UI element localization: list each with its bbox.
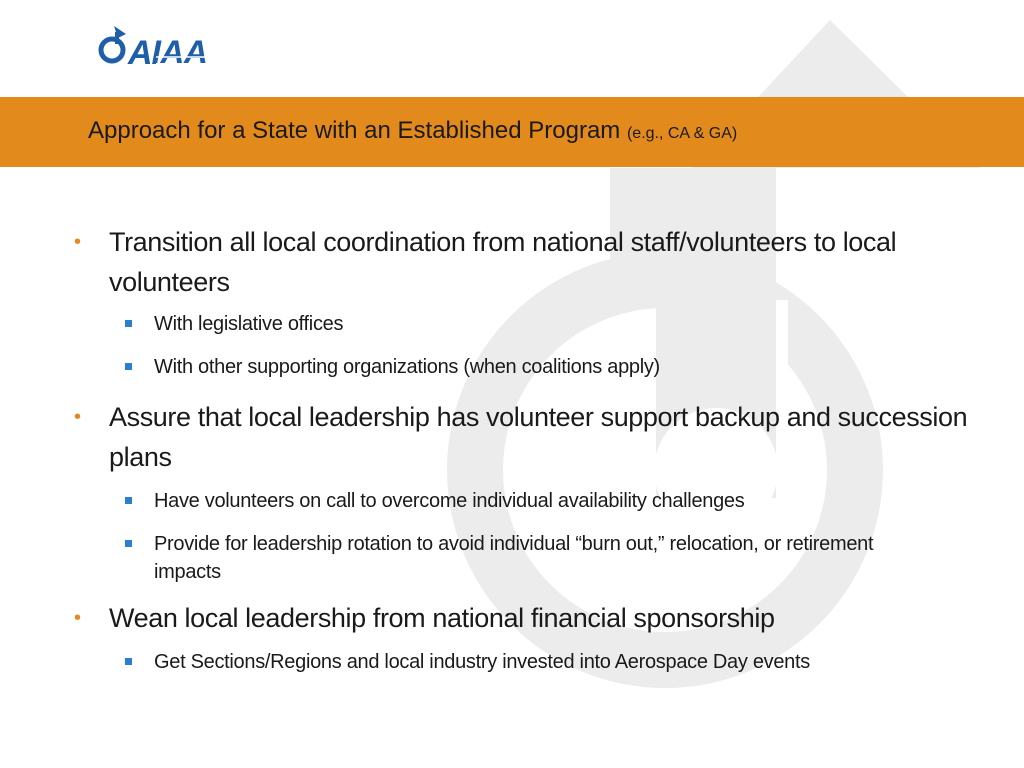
sub-bullet-text: Provide for leadership rotation to avoid individual “burn out,” relocation, or retirement impacts (154, 533, 874, 583)
bullet-item (72, 397, 972, 477)
slide-title-sub: (e.g., CA & GA) (626, 125, 738, 142)
bullet-item (72, 598, 972, 638)
sub-bullet-text: Have volunteers on call to overcome individual availability challenges (154, 490, 745, 512)
sub-bullet-text: Get Sections/Regions and local industry invested into Aerospace Day events (154, 651, 810, 673)
bullet-text: Wean local leadership from national financial sponsorship (109, 603, 775, 633)
sub-bullet-item (72, 530, 934, 586)
square-bullet-icon (125, 497, 132, 504)
sub-bullet-item (72, 648, 972, 676)
sub-bullet-text: With other supporting organizations (when coalitions apply) (154, 356, 660, 378)
square-bullet-icon (125, 540, 132, 547)
bullet-dot-icon: • (74, 607, 81, 629)
title-bar (0, 97, 1024, 167)
sub-bullet-item (72, 310, 972, 338)
bullet-dot-icon: • (74, 231, 81, 253)
bullet-dot-icon: • (74, 406, 81, 428)
bullet-list (72, 222, 972, 676)
square-bullet-icon (125, 658, 132, 665)
sub-bullet-text: With legislative offices (154, 313, 344, 335)
sub-bullet-item (72, 353, 972, 381)
square-bullet-icon (125, 363, 132, 370)
slide-title (88, 117, 737, 145)
slide-title-main: Approach for a State with an Established Program (88, 117, 621, 144)
aiaa-logo (96, 24, 256, 70)
bullet-text: Transition all local coordination from national staff/volunteers to local volunteers (109, 227, 897, 297)
logo-text: AIAA (128, 34, 208, 70)
square-bullet-icon (125, 320, 132, 327)
bullet-item (72, 222, 972, 302)
sub-bullet-item (72, 487, 972, 515)
bullet-text: Assure that local leadership has volunteer support backup and succession plans (109, 402, 968, 472)
